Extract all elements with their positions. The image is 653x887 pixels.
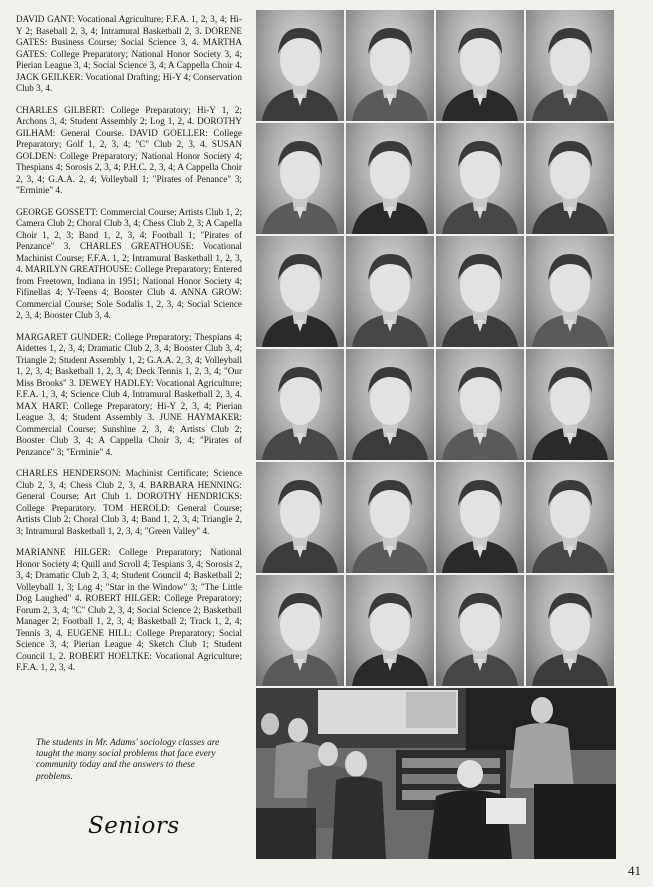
portrait-figure xyxy=(436,10,524,121)
biography-block-4 xyxy=(16,332,242,459)
portrait-row xyxy=(256,349,616,460)
portrait-row xyxy=(256,123,616,234)
portrait-figure xyxy=(436,575,524,686)
student-portrait xyxy=(526,10,614,121)
student-portrait xyxy=(256,462,344,573)
student-portrait xyxy=(526,349,614,460)
portrait-figure xyxy=(256,462,344,573)
student-portrait xyxy=(256,10,344,121)
student-portrait xyxy=(436,575,524,686)
student-portrait xyxy=(436,10,524,121)
student-portrait xyxy=(436,236,524,347)
portrait-figure xyxy=(346,462,434,573)
biography-text: CHARLES HENDERSON: Machinist Certificate; Science Club 2, 3, 4; Chess Club 2, 3, 4. BARBARA HENNING: General Course; Art Club 1. DOROTHY HENDRICKS: College Preparatory. TOM HEROLD: General Course; Artists Club 2; Choral Club 3, 4; Band 1, 2, 3, 4; Triangle 2, 3; Intramural Basketball 1, 2, 3, 4; "Green Valley" 4. xyxy=(16,468,242,536)
portrait-figure xyxy=(346,10,434,121)
portrait-figure xyxy=(436,349,524,460)
biography-block-5 xyxy=(16,468,242,537)
portrait-figure xyxy=(346,349,434,460)
photo-caption: The students in Mr. Adams' sociology classes are taught the many social problems that face every community today and the answers to these problems. xyxy=(36,738,220,782)
portrait-figure xyxy=(526,236,614,347)
student-portrait xyxy=(346,575,434,686)
biography-block-2 xyxy=(16,105,242,197)
portrait-figure xyxy=(436,462,524,573)
student-portrait xyxy=(436,349,524,460)
page-number: 41 xyxy=(628,863,641,878)
portrait-row xyxy=(256,462,616,573)
portrait-figure xyxy=(346,123,434,234)
student-portrait xyxy=(526,575,614,686)
student-portrait xyxy=(436,123,524,234)
student-portrait xyxy=(256,575,344,686)
portrait-figure xyxy=(526,10,614,121)
portrait-figure xyxy=(346,575,434,686)
biography-block-6 xyxy=(16,547,242,674)
classroom-photo xyxy=(256,688,616,859)
portrait-row xyxy=(256,575,616,686)
portrait-figure xyxy=(436,123,524,234)
student-portrait xyxy=(436,462,524,573)
portrait-figure xyxy=(256,123,344,234)
student-portrait xyxy=(526,123,614,234)
biography-text: MARGARET GUNDER: College Preparatory; Thespians 4; Aidettes 1, 2, 3, 4; Dramatic Club 2, 3, 4; Booster Club 3, 4; Triangle 2; Student Assembly 1, 2; G.A.A. 2, 3, 4; Volleyball 1, 2, 3, 4; Basketball 1, 2, 3, 4; Deck Tennis 1, 2, 3, 4; "Our Miss Brooks" 3. DEWEY HADLEY: Vocational Agriculture; F.F.A. 1, 3, 4; Science Club 4, Intramural Basketball 2, 3, 4. MAX HART: College Preparatory; Hi-Y 2, 3, 4; Pierian League 3, 4; Student Assembly 3. JUNE HAYMAKER: Commercial Course; Sunshine 2, 3, 4; Artists Club 2; Booster Club 3, 4; A Cappella Choir 3, 4; "Pirates of Penzance" 3; "Erminie" 4. xyxy=(16,331,242,457)
student-portrait xyxy=(526,236,614,347)
portrait-figure xyxy=(256,349,344,460)
student-portrait xyxy=(526,462,614,573)
portrait-figure xyxy=(526,349,614,460)
student-portrait xyxy=(346,462,434,573)
biography-text: DAVID GANT: Vocational Agriculture; F.F.A. 1, 2, 3, 4; Hi-Y 2; Baseball 2, 3, 4; Intramural Basketball 2, 3. DORENE GATES: Business Course; Social Science 3, 4. MARTHA GATES: College Preparatory; National Honor Society 3, 4; Pierian League 3, 4; Social Science 3, 4; A Cappella Choir 4. JACK GEILKER: Vocational Drafting; Hi-Y 4; Conservation Club 3, 4. xyxy=(16,14,242,93)
portrait-row xyxy=(256,236,616,347)
student-portrait xyxy=(256,123,344,234)
portrait-figure xyxy=(346,236,434,347)
student-portrait xyxy=(256,236,344,347)
student-portrait xyxy=(256,349,344,460)
section-title: Seniors xyxy=(88,813,180,839)
student-portrait xyxy=(346,10,434,121)
portrait-figure xyxy=(526,123,614,234)
portrait-figure xyxy=(526,575,614,686)
student-portrait xyxy=(346,349,434,460)
classroom-scene xyxy=(256,688,616,859)
biography-text: MARIANNE HILGER: College Preparatory; National Honor Society 4; Quill and Scroll 4; Tespians 3, 4; Sorosis 2, 3, 4; Dramatic Club 2, 3, 4; Student Council 4; Basketball 2; Volleyball 1, 3; Log 4; "Star in the Window" 3; "The Little Dog Laughed" 4. ROBERT HILGER: College Preparatory; Forum 2, 3, 4; "C" Club 2, 3, 4; Social Science 2; Basketball Manager 2; Football 1, 2, 3, 4; Basketball 2; Track 1, 2, 4; Tennis 3, 4. EUGENE HILL: College Preparatory; Social Science 3, 4; Pierian League 4; Sketch Club 1; Student Council 1, 2. ROBERT HOELTKE: Vocational Agriculture; F.F.A. 1, 2, 3, 4. xyxy=(16,547,242,672)
portrait-figure xyxy=(256,10,344,121)
biography-block-3 xyxy=(16,207,242,322)
student-portrait xyxy=(346,123,434,234)
biography-text: GEORGE GOSSETT: Commercial Course; Artists Club 1, 2; Camera Club 2; Choral Club 3, 4; Chess Club 2, 3; A Capella Choir 1, 2, 3; Band 1, 2, 3, 4; Football 1; "Pirates of Penzance" 3. CHARLES GREATHOUSE: Vocational Machinist Course; F.F.A. 1, 2; Intramural Basketball 1, 2, 3, 4. MARILYN GREATHOUSE: College Preparatory; Entered from Freetown, Indiana in 1951; National Honor Society 4; Fifinellas 4; Y-Teens 4; Booster Club 4. ANNA GROW: Commercial Course; Sole Sodalis 1, 2, 3, 4; Social Science 2, 3, 4; Booster Club 3, 4. xyxy=(16,206,242,320)
portrait-grid xyxy=(256,10,616,688)
portrait-figure xyxy=(436,236,524,347)
portrait-figure xyxy=(526,462,614,573)
biography-text: CHARLES GILBERT: College Preparatory; Hi-Y 1, 2; Archons 3, 4; Student Assembly 2; Log 1, 2, 4. DOROTHY GILHAM: General Course. DAVID GOELLER: College Preparatory; Golf 1, 2, 3, 4; "C" Club 2, 3, 4. SUSAN GOLDEN: College Preparatory; National Honor Society 4; Thespians 4; Sorosis 2, 3, 4; P.H.C. 2, 3, 4; A Cappella Choir 2, 3, 4; G.A.A. 2, 4; Volleyball 1; "Pirates of Penance" 3; "Erminie" 4. xyxy=(16,104,242,195)
biography-column xyxy=(16,14,242,684)
student-portrait xyxy=(346,236,434,347)
portrait-row xyxy=(256,10,616,121)
portrait-figure xyxy=(256,575,344,686)
portrait-figure xyxy=(256,236,344,347)
biography-block-1 xyxy=(16,14,242,95)
